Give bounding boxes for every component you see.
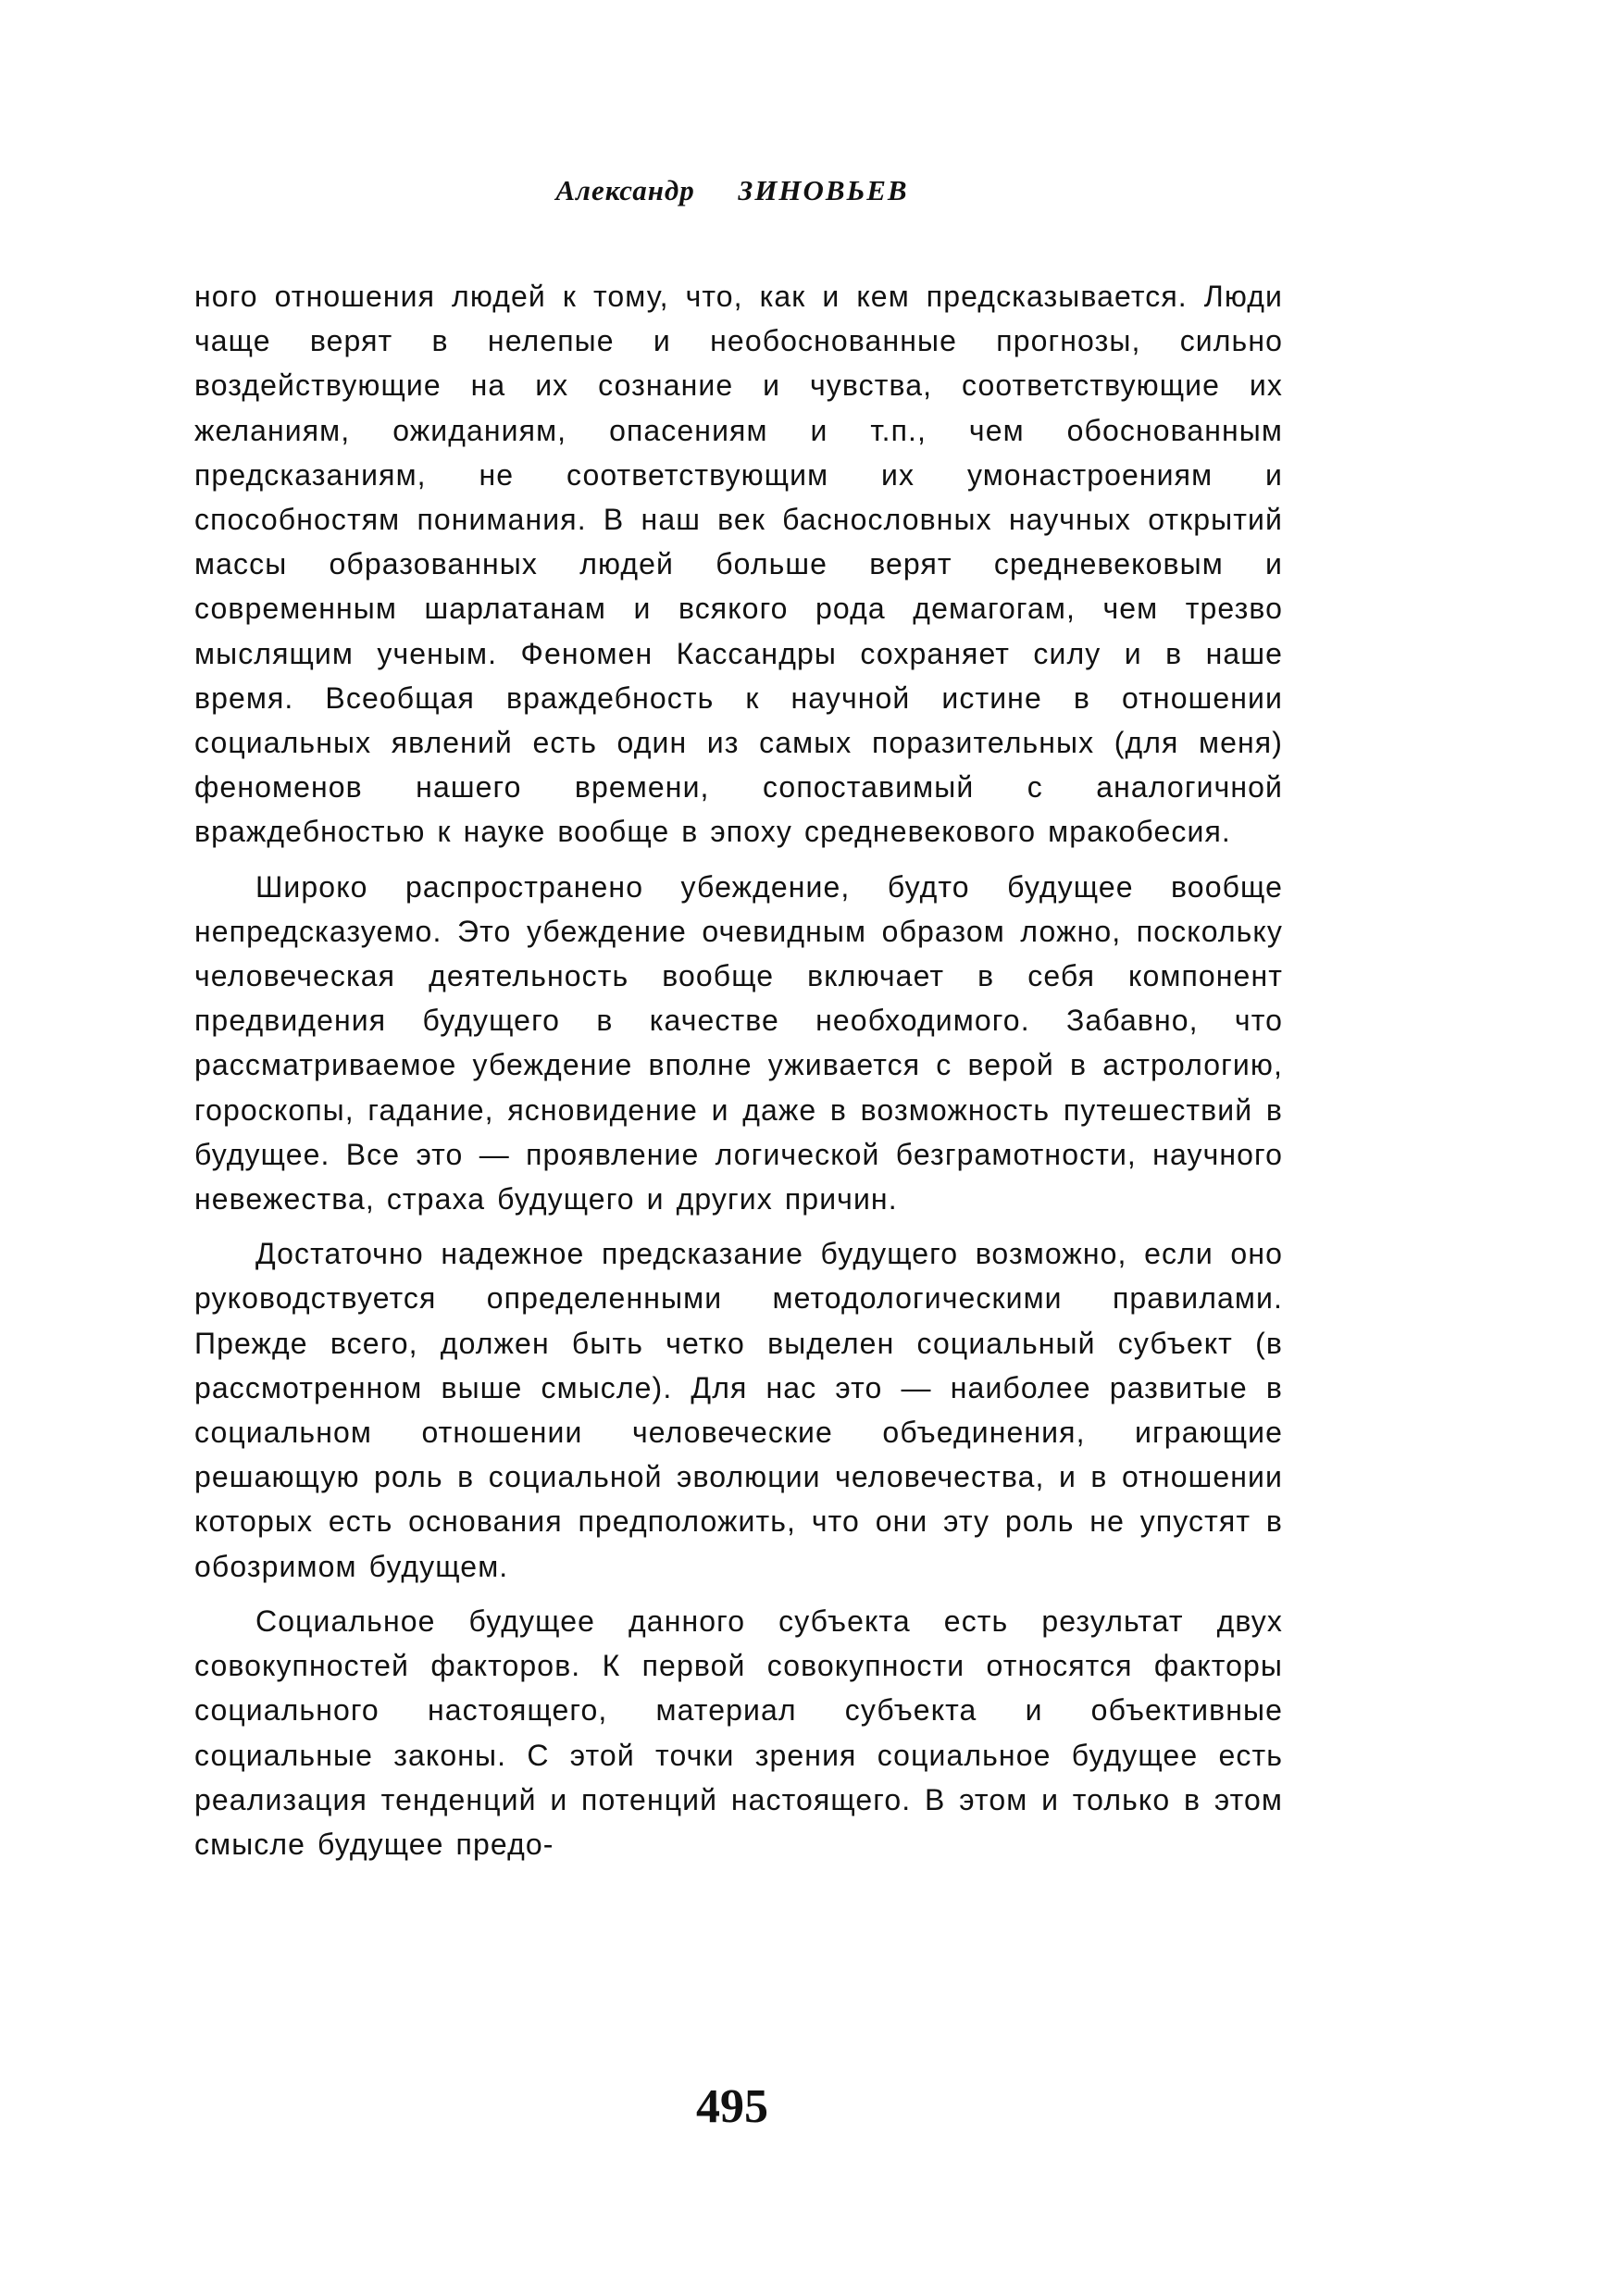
running-head: [0, 172, 1464, 209]
author-last-name: ЗИНОВЬЕВ: [738, 174, 909, 206]
author-first-name: Александр: [555, 174, 695, 206]
paragraph-3: Достаточно надежное предсказание будущего возможно, если оно руководствуется определенными методологическими правилами. Прежде всего, должен быть четко выделен социальный субъект (в рассмотренном выше смысле). Для нас это — наиболее развитые в социальном отношении человеческие объединения, играющие решающую роль в социальной эволюции человечества, и в отношении которых есть основания предположить, что они эту роль не упустят в обозримом будущем.: [194, 1237, 1283, 1583]
body-text: [194, 274, 1283, 1866]
paragraph-4: Социальное будущее данного субъекта есть результат двух совокупностей факторов. К первой совокупности относятся факторы социального настоящего, материал субъекта и объективные социальные законы. С этой точки зрения социальное будущее есть реализация тенденций и потенций настоящего. В этом и только в этом смысле будущее предо-: [194, 1603, 1283, 1861]
paragraph-1: ного отношения людей к тому, что, как и кем предсказывается. Люди чаще верят в нелепые и необоснованные прогнозы, сильно воздействующие на их сознание и чувства, соответствующие их желаниям, ожиданиям, опасениям и т.п., чем обоснованным предсказаниям, не соответствующим их умонастроениям и способностям понимания. В наш век баснословных научных открытий массы образованных людей больше верят средневековым и современным шарлатанам и всякого рода демагогам, чем трезво мыслящим ученым. Феномен Кассандры сохраняет силу и в наше время. Всеобщая враждебность к научной истине в отношении социальных явлений есть один из самых поразительных (для меня) феноменов нашего времени, сопоставимый с аналогичной враждебностью к науке вообще в эпоху средневекового мракобесия.: [194, 280, 1283, 849]
paragraph-2: Широко распространено убеждение, будто будущее вообще непредсказуемо. Это убеждение очевидным образом ложно, поскольку человеческая деятельность вообще включает в себя компонент предвидения будущего в качестве необходимого. Забавно, что рассматриваемое убеждение вполне уживается с верой в астрологию, гороскопы, гадание, ясновидение и даже в возможность путешествий в будущее. Все это — проявление логической безграмотности, научного невежества, страха будущего и других причин.: [194, 869, 1283, 1217]
page-number: 495: [696, 2080, 768, 2133]
